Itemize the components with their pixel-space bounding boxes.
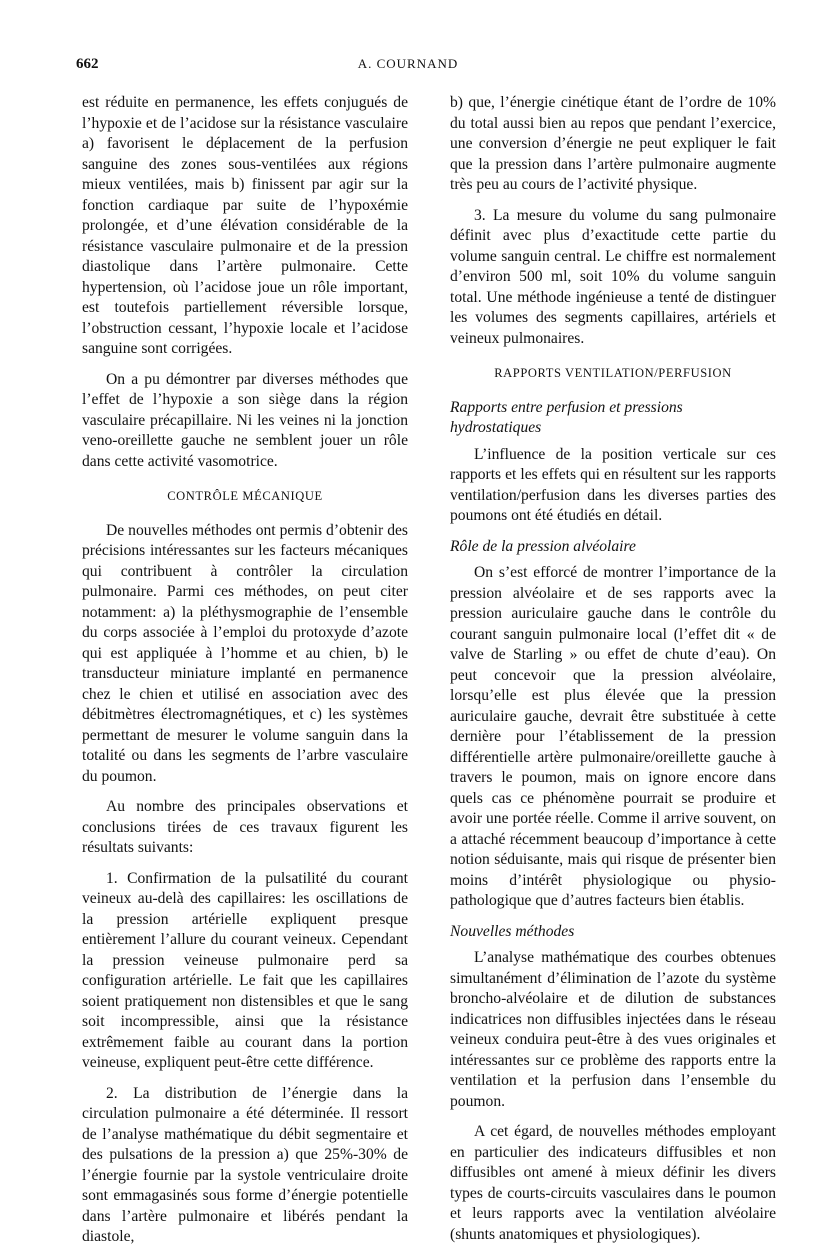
paragraph: est réduite en permanence, les effets conjugués de l’hypoxie et de l’acidose sur la résistance vasculaire a) favorisent le déplacement de la perfusion sanguine des zones sous-ventilées aux régions mieux ventilées, mais b) finissent par agir sur la fonction cardiaque par suite de l’hypoxémie prolongée, et d’une élévation considérable de la résistance vasculaire pulmonaire et de la pression diastolique dans l’artère pulmonaire. Cette hypertension, où l’acidose joue un rôle important, est toutefois partiellement réversible lorsque, l’obstruction cessant, l’hypoxie locale et l’acidose sanguine sont corrigées.: [82, 94, 408, 357]
paragraph: b) que, l’énergie cinétique étant de l’ordre de 10% du total aussi bien au repos que pendant l’exercice, une conversion d’énergie ne peut expliquer le fait que la pression dans l’artère pulmonaire augmente très peu au cours de l’activité physique.: [450, 94, 776, 193]
paragraph: On a pu démontrer par diverses méthodes que l’effet de l’hypoxie a son siège dans la région vasculaire précapillaire. Ni les veines ni la jonction veno-oreillette gauche ne semblent jouer un rôle dans cette activité vasomotrice.: [82, 370, 408, 470]
section-heading: CONTRÔLE MÉCANIQUE: [167, 489, 323, 503]
paragraph: L’influence de la position verticale sur ces rapports et les effets qui en résultent sur les rapports ventilation/perfusion dans les diverses parties des poumons ont été étudiés en détail.: [450, 445, 776, 524]
paragraph: Au nombre des principales observations et conclusions tirées de ces travaux figurent les résultats suivants:: [82, 798, 408, 856]
page-header: [76, 56, 740, 78]
page-number: 662: [76, 56, 99, 72]
paragraph: 3. La mesure du volume du sang pulmonaire définit avec plus d’exactitude cette partie du volume sanguin central. Le chiffre est normalement d’environ 500 ml, soit 10% du volume sanguin total. Une méthode ingénieuse a tenté de distinguer les volumes des segments capillaires, artériels et veineux pulmonaires.: [450, 206, 776, 347]
right-column: [450, 93, 776, 1255]
subsection-heading: Rôle de la pression alvéolaire: [450, 537, 636, 555]
running-head-author: A. COURNAND: [357, 56, 459, 71]
subsection-heading: Rapports entre perfusion et pressions hydrostatiques: [450, 398, 683, 436]
paragraph: 1. Confirmation de la pulsatilité du courant veineux au-delà des capillaires: les oscillations de la pression artérielle expliquent presque entièrement l’allure du courant veineux. Cependant la pression veineuse pulmonaire perd sa configuration artérielle. Le fait que les capillaires soient pratiquement non distensibles et que le sang soit incompressible, ainsi que la résistance extrêmement faible au courant dans la portion veineuse, expliquent peut-être cette différence.: [82, 869, 408, 1071]
subsection-heading: Nouvelles méthodes: [450, 922, 575, 940]
paragraph: A cet égard, de nouvelles méthodes employant en particulier des indicateurs diffusibles et non diffusibles ont amené à mieux définir les divers types de courts-circuits vasculaires dans le poumon et leurs rapports avec la ventilation alvéolaire (shunts anatomiques et physiologiques).: [450, 1123, 776, 1243]
left-column: [82, 93, 408, 1258]
paragraph: 2. La distribution de l’énergie dans la circulation pulmonaire a été déterminée. Il ressort de l’analyse mathématique du débit segmentaire et des pulsations de la pression a) que 25%-30% de l’énergie fournie par la systole ventriculaire droite sont emmagasinés sous forme d’énergie potentielle dans l’artère pulmonaire et libérés pendant la diastole,: [82, 1084, 408, 1245]
paragraph: De nouvelles méthodes ont permis d’obtenir des précisions intéressantes sur les facteurs mécaniques qui contribuent à contrôler la circulation pulmonaire. Parmi ces méthodes, on peut citer notamment: a) la pléthysmographie de l’ensemble du corps associée à l’emploi du protoxyde d’azote qui est appliquée à l’homme et au chien, b) le transducteur miniature implanté en permanence chez le chien et utilisé en association avec des débitmètres électromagnétiques, et c) les systèmes permettant de mesurer le volume sanguin dans la totalité ou dans les segments de l’arbre vasculaire du poumon.: [82, 521, 408, 785]
paragraph: On s’est efforcé de montrer l’importance de la pression alvéolaire et de ses rapports avec la pression auriculaire gauche dans le contrôle du courant sanguin pulmonaire local (l’effet dit « de valve de Starling » ou effet de chute d’eau). On peut concevoir que la pression alvéolaire, lorsqu’elle est plus élevée que la pression auriculaire gauche, devrait être substituée à cette dernière pour l’établissement de la pression différentielle artère pulmonaire/oreillette gauche à travers le poumon, mais on ignore encore dans quels cas ce phénomène pourrait se produire et avoir une portée réelle. Comme il arrive souvent, on a attaché récemment beaucoup d’importance à cette notion séduisante, mais qui risque de présenter bien moins d’intérêt physiologique ou physio-pathologique que d’autres facteurs bien établis.: [450, 564, 776, 909]
paragraph: L’analyse mathématique des courbes obtenues simultanément d’élimination de l’azote du système broncho-alvéolaire et de dilution de substances indicatrices non diffusibles injectées dans le réseau veineux conduira peut-être à des vues originales et intéressantes sur ce problème des rapports entre la ventilation et la perfusion dans l’ensemble du poumon.: [450, 949, 776, 1110]
section-heading: RAPPORTS VENTILATION/PERFUSION: [494, 366, 732, 380]
